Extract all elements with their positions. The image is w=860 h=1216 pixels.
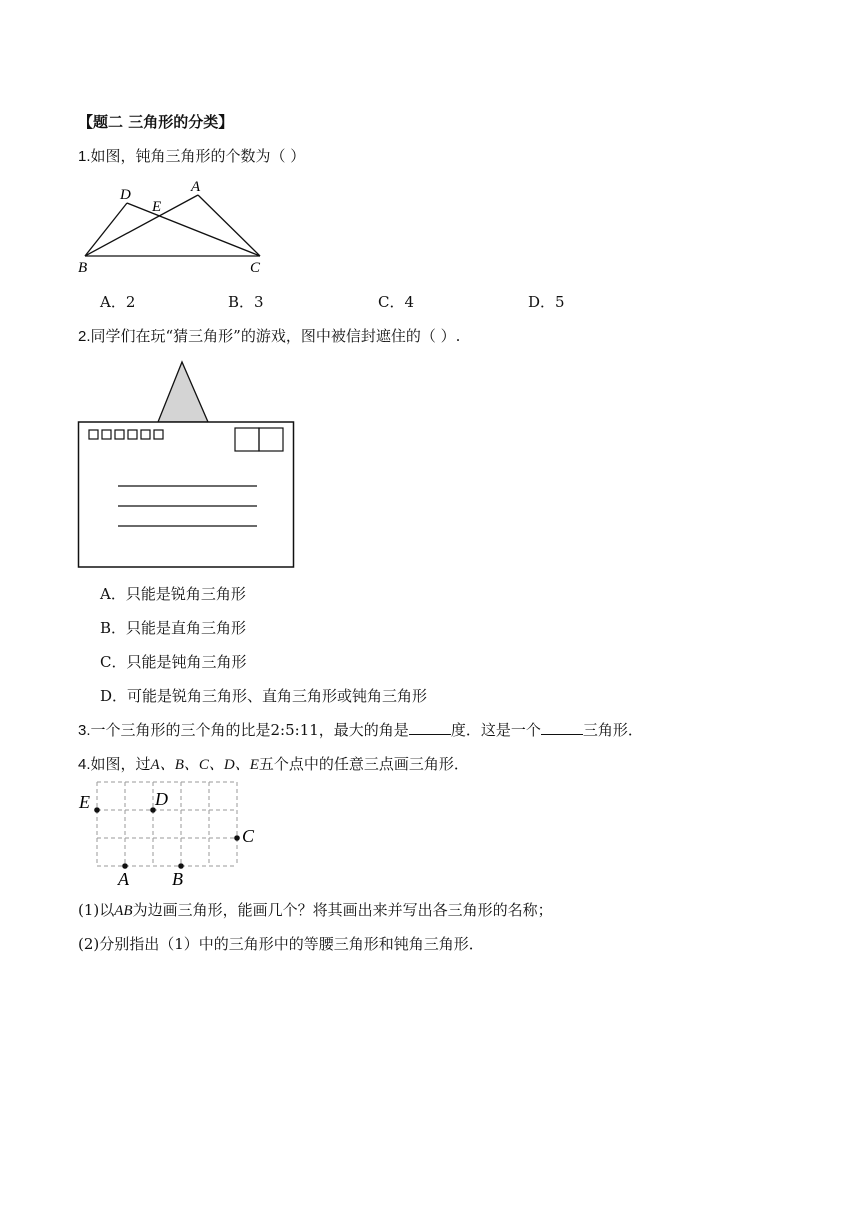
label-c: C xyxy=(250,260,261,275)
question-3 xyxy=(78,720,643,741)
line-dc xyxy=(127,203,260,256)
question-2-number: 2. xyxy=(78,328,91,345)
hidden-triangle xyxy=(158,362,208,422)
sub-1-segment-ab: AB xyxy=(114,903,133,919)
label-b: B xyxy=(78,260,88,275)
question-2-text: 同学们在玩“猜三角形”的游戏，图中被信封遮住的（ ）. xyxy=(90,327,461,345)
q1-triangle-figure xyxy=(70,175,280,275)
label-e: E xyxy=(152,199,162,215)
grid-label-a: A xyxy=(118,869,129,889)
question-3-number: 3. xyxy=(78,722,91,739)
point-a xyxy=(122,863,128,869)
question-1-number: 1. xyxy=(78,148,91,165)
envelope-body xyxy=(79,422,294,567)
answer-blank-2[interactable] xyxy=(541,720,583,735)
q2-option-a[interactable]: A．只能是锐角三角形 xyxy=(100,585,246,603)
line-ba xyxy=(85,195,198,256)
question-4 xyxy=(78,754,469,775)
question-4-sub-2: (2)分别指出（1）中的三角形中的等腰三角形和钝角三角形． xyxy=(78,935,484,953)
line-ac xyxy=(198,195,260,256)
q2-option-b[interactable]: B．只能是直角三角形 xyxy=(100,619,247,637)
q1-option-c[interactable]: C．4 xyxy=(378,293,415,311)
q4-grid-figure xyxy=(74,775,264,890)
q2-option-c[interactable]: C．只能是钝角三角形 xyxy=(100,653,247,671)
q1-option-a[interactable]: A．2 xyxy=(100,293,136,311)
envelope-figure xyxy=(76,356,298,572)
q1-option-b[interactable]: B．3 xyxy=(228,293,264,311)
question-3-text-c: 三角形． xyxy=(582,721,643,739)
question-4-points: A、B、C、D、E xyxy=(150,757,259,773)
q1-figure-lines xyxy=(85,195,260,256)
question-3-text-a: 一个三角形的三个角的比是2:5:11，最大的角是 xyxy=(90,721,409,739)
question-4-number: 4. xyxy=(78,756,91,773)
grid-label-b: B xyxy=(172,869,183,889)
question-1-text: 如图，钝角三角形的个数为（ ） xyxy=(90,147,306,165)
question-4-sub-1 xyxy=(78,900,553,921)
sub-1-text-b: 为边画三角形，能画几个？将其画出来并写出各三角形的名称； xyxy=(132,901,553,919)
sub-1-text-a: (1)以 xyxy=(78,901,115,919)
question-3-text-b: 度．这是一个 xyxy=(450,721,541,739)
label-d: D xyxy=(120,187,131,203)
point-c xyxy=(234,835,240,841)
q2-option-d[interactable]: D．可能是锐角三角形、直角三角形或钝角三角形 xyxy=(100,687,428,705)
section-title: 【题二 三角形的分类】 xyxy=(78,113,234,131)
question-4-text-a: 如图，过 xyxy=(90,755,151,773)
grid-label-e: E xyxy=(79,792,90,812)
line-bd xyxy=(85,203,127,256)
q1-option-d[interactable]: D．5 xyxy=(528,293,565,311)
grid-label-c: C xyxy=(242,826,255,846)
question-2 xyxy=(78,326,460,347)
grid-label-d: D xyxy=(155,789,168,809)
point-b xyxy=(178,863,184,869)
question-4-text-b: 五个点中的任意三点画三角形． xyxy=(258,755,469,773)
question-1 xyxy=(78,146,305,167)
point-e xyxy=(94,807,100,813)
label-a: A xyxy=(191,179,201,195)
answer-blank-1[interactable] xyxy=(409,720,451,735)
